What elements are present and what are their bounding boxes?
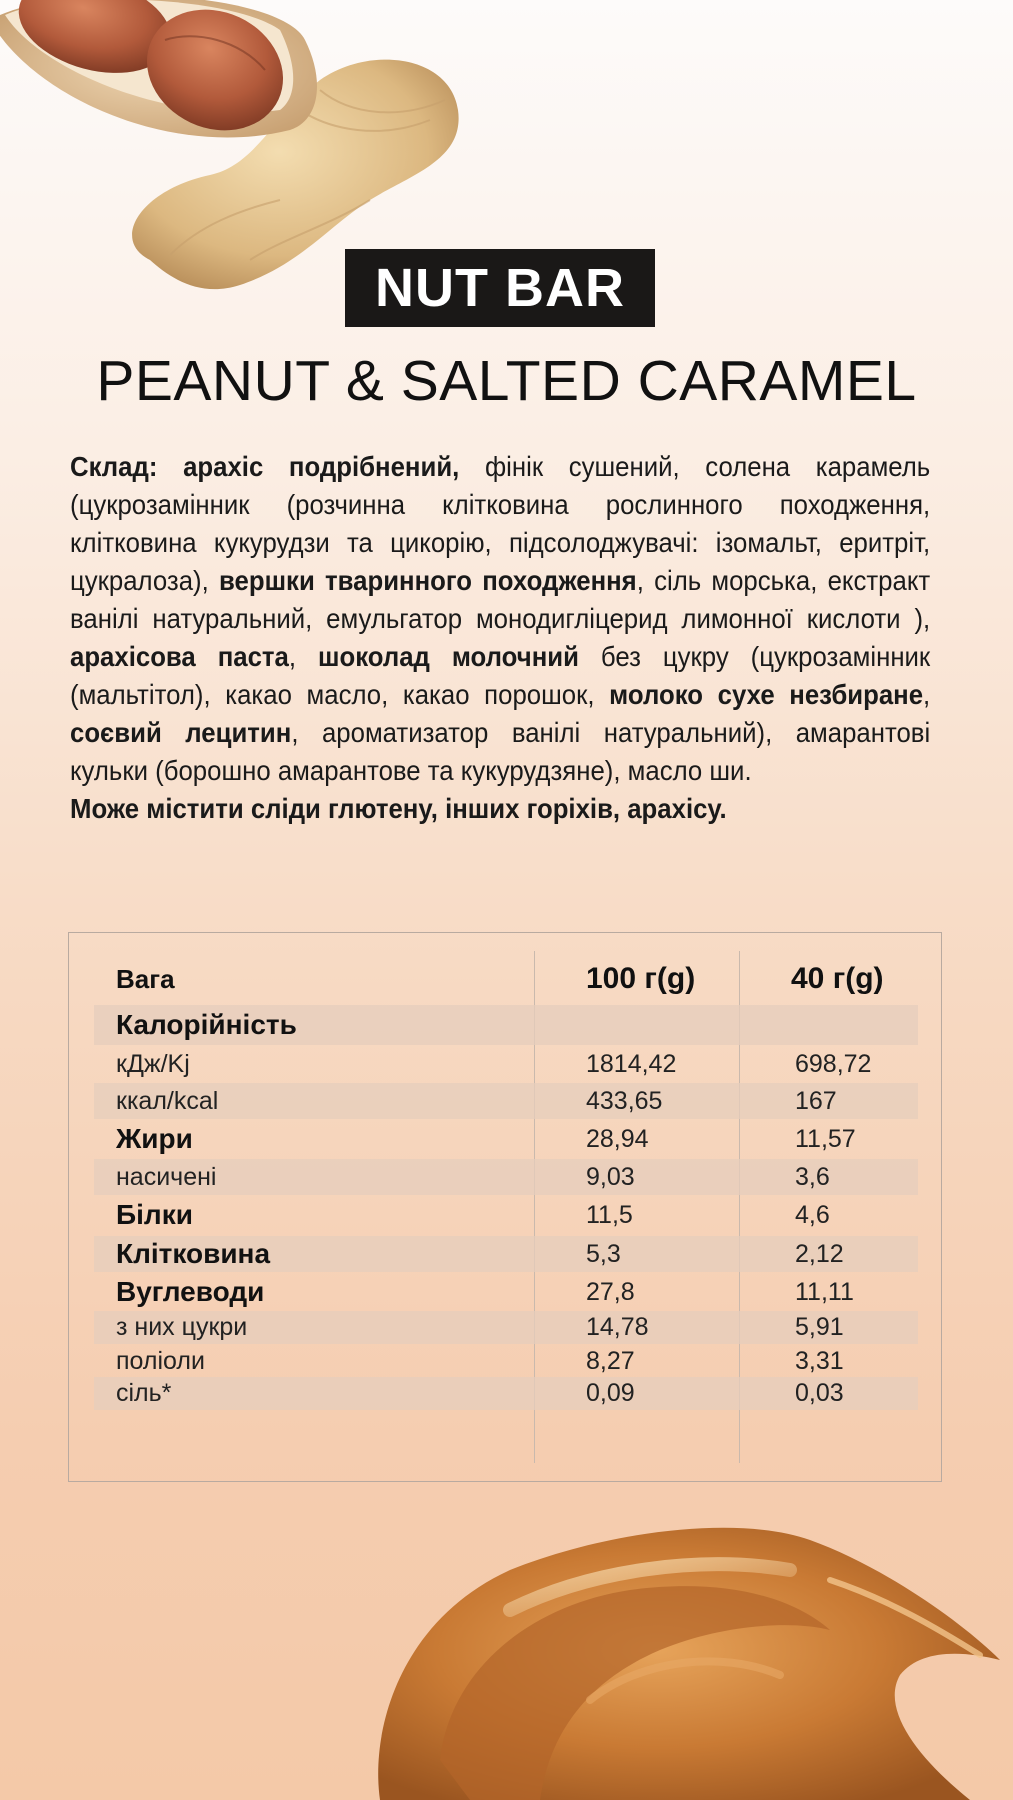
value-100g: 5,3 [586, 1239, 621, 1268]
ingredient-text: без цукру (цукрозамінник (мальтітол), какао масло, какао порошок, [70, 641, 931, 710]
value-40g: 2,12 [795, 1239, 844, 1268]
nutrition-row [94, 1311, 918, 1344]
nutrition-row [94, 1196, 918, 1234]
ingredient-text: , ароматизатор ванілі натуральний), амарантові кульки (борошно амарантове та кукурудзяне), масло ши. [70, 717, 931, 786]
nutrient-label: поліоли [116, 1346, 205, 1375]
nutrient-label: сіль* [116, 1379, 172, 1407]
value-100g: 433,65 [586, 1086, 663, 1115]
value-40g: 5,91 [795, 1313, 844, 1341]
nutrient-label: кДж/Kj [116, 1049, 190, 1078]
value-40g: 698,72 [795, 1049, 872, 1078]
value-100g: 9,03 [586, 1162, 635, 1191]
header-weight: Вага [116, 963, 175, 994]
ingredient-highlight: вершки тваринного походження [219, 565, 637, 596]
nutrition-row [94, 1083, 918, 1119]
nutrition-row [94, 1120, 918, 1158]
ingredient-text: , [923, 679, 931, 710]
value-40g: 3,31 [795, 1346, 844, 1375]
value-40g: 0,03 [795, 1379, 844, 1407]
nutrient-label: Калорійність [116, 1009, 297, 1040]
value-100g: 11,5 [586, 1200, 633, 1229]
ingredients-list [70, 451, 930, 786]
header-40g: 40 г(g) [791, 962, 884, 995]
ingredient-highlight: арахіс подрібнений, [183, 451, 460, 482]
value-40g: 11,57 [795, 1124, 856, 1153]
nutrient-label: насичені [116, 1162, 217, 1191]
nutrition-row [94, 1159, 918, 1195]
nutrient-label: Жири [116, 1123, 193, 1154]
ingredient-text: , сіль морська, екстракт ванілі натуральний, емульгатор монодигліцерид лимонної кислоти ), [70, 565, 931, 634]
value-100g: 1814,42 [586, 1049, 677, 1078]
ingredient-text: фінік сушений, солена карамель (цукрозамінник (розчинна клітковина рослинного походження, клітковина кукурудзи та цикорію, підсолоджувачі: ізомальт, еритріт, цукралоза), [70, 451, 931, 596]
ingredients-label: Склад: [70, 451, 158, 482]
ingredient-text: , [288, 641, 318, 672]
value-100g: 14,78 [586, 1313, 649, 1341]
value-100g: 0,09 [586, 1379, 635, 1407]
nutrition-row [94, 1345, 918, 1377]
ingredient-highlight: соєвий лецитин [70, 717, 292, 748]
value-100g: 27,8 [586, 1277, 635, 1306]
nutrition-row [94, 1236, 918, 1272]
allergen-warning: Може містити сліди глютену, інших горіхів, арахісу. [70, 793, 727, 824]
nutrient-label: ккал/kcal [116, 1086, 219, 1115]
nutrition-row [94, 1046, 918, 1082]
nutrition-row [94, 1005, 918, 1045]
nutrient-label: Клітковина [116, 1238, 271, 1269]
nutrition-row [94, 1377, 918, 1410]
ingredient-highlight: молоко сухе незбиране [609, 679, 924, 710]
nutrient-label: з них цукри [116, 1313, 248, 1341]
nutrient-label: Вуглеводи [116, 1276, 265, 1307]
value-40g: 11,11 [795, 1277, 854, 1306]
value-100g: 28,94 [586, 1124, 649, 1153]
nutrition-table [68, 932, 942, 1482]
nutrition-row [94, 1273, 918, 1311]
value-40g: 4,6 [795, 1200, 830, 1229]
value-100g: 8,27 [586, 1346, 635, 1375]
salted-caramel-swirl-icon [360, 1500, 1013, 1800]
ingredient-highlight: шоколад молочний [317, 641, 579, 672]
product-subtitle: PEANUT & SALTED CARAMEL [96, 349, 917, 413]
nutrient-label: Білки [116, 1199, 193, 1230]
ingredient-highlight: арахісова паста [70, 641, 289, 672]
product-badge: NUT BAR [345, 249, 655, 327]
ingredients-text [70, 448, 930, 828]
header-100g: 100 г(g) [586, 962, 696, 995]
nutrition-header [94, 953, 918, 1005]
value-40g: 3,6 [795, 1162, 830, 1191]
value-40g: 167 [795, 1086, 837, 1115]
